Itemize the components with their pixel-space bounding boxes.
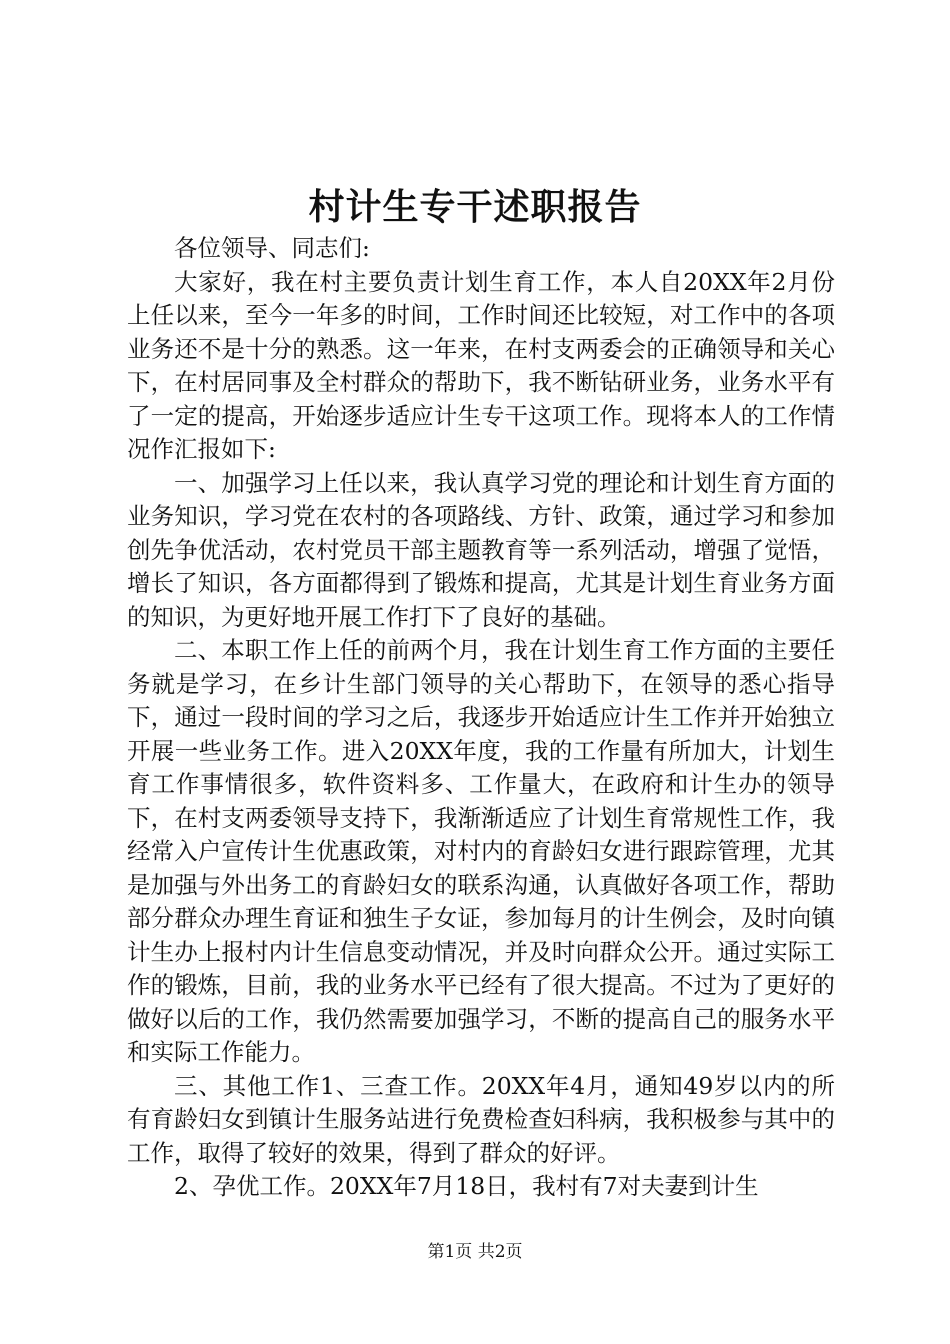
document-body — [127, 232, 835, 1204]
page-footer: 第1页 共2页 — [427, 1242, 523, 1262]
salutation: 各位领导、同志们: — [174, 234, 370, 262]
section-3-item-2-paragraph: 2、孕优工作。20XX年7月18日，我村有7对夫妻到计生 — [174, 1172, 759, 1200]
document-title: 村计生专干述职报告 — [308, 186, 642, 228]
section-2-paragraph: 二、本职工作上任的前两个月，我在计划生育工作方面的主要任务就是学习，在乡计生部门领导的关心帮助下，在领导的悉心指导下，通过一段时间的学习之后，我逐步开始适应计生工作并开始独立开展一些业务工作。进入20XX年度，我的工作量有所加大，计划生育工作事情很多，软件资料多、工作量大，在政府和计生办的领导下，在村支两委领导支持下，我渐渐适应了计划生育常规性工作，我经常入户宣传计生优惠政策，对村内的育龄妇女进行跟踪管理，尤其是加强与外出务工的育龄妇女的联系沟通，认真做好各项工作，帮助部分群众办理生育证和独生子女证，参加每月的计生例会，及时向镇计生办上报村内计生信息变动情况，并及时向群众公开。通过实际工作的锻炼，目前，我的业务水平已经有了很大提高。不过为了更好的做好以后的工作，我仍然需要加强学习，不断的提高自己的服务水平和实际工作能力。 — [127, 636, 835, 1066]
section-3-paragraph: 三、其他工作1、三查工作。20XX年4月，通知49岁以内的所有育龄妇女到镇计生服务站进行免费检查妇科病，我积极参与其中的工作，取得了较好的效果，得到了群众的好评。 — [127, 1071, 835, 1167]
intro-paragraph: 大家好，我在村主要负责计划生育工作，本人自20XX年2月份上任以来，至今一年多的时间，工作时间还比较短，对工作中的各项业务还不是十分的熟悉。这一年来，在村支两委会的正确领导和关心下，在村居同事及全村群众的帮助下，我不断钻研业务，业务水平有了一定的提高，开始逐步适应计生专干这项工作。现将本人的工作情况作汇报如下: — [127, 267, 835, 463]
section-1-paragraph: 一、加强学习上任以来，我认真学习党的理论和计划生育方面的业务知识，学习党在农村的各项路线、方针、政策，通过学习和参加创先争优活动，农村党员干部主题教育等一系列活动，增强了觉悟，增长了知识，各方面都得到了锻炼和提高，尤其是计划生育业务方面的知识，为更好地开展工作打下了良好的基础。 — [127, 468, 835, 631]
